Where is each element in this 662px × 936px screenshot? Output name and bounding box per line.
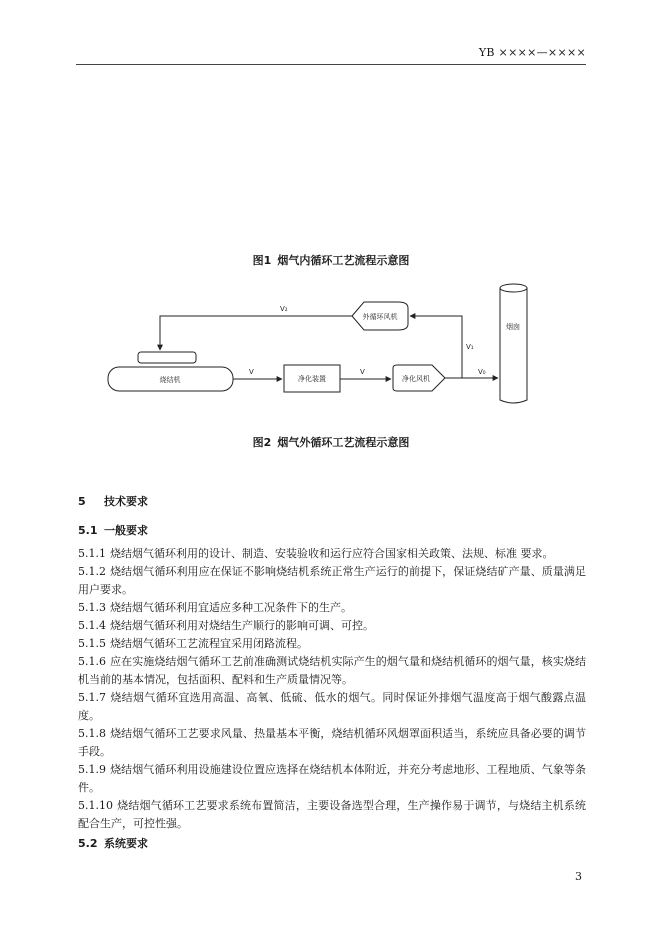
external-fan-label: 外循环风机	[362, 313, 398, 321]
section-5-2-title: 系统要求	[104, 837, 148, 850]
flow-diagram	[0, 270, 662, 420]
clause-5-1-9: 5.1.9 烧结烟气循环利用设施建设位置应选择在烧结机本体附近，并充分考虑地形、工程地质、气象等条件。	[78, 763, 586, 794]
section-5-1-clauses	[78, 545, 586, 833]
figure1-caption	[0, 252, 662, 268]
flow-label-v1: V₁	[466, 343, 474, 351]
figure2-caption	[0, 434, 662, 450]
clause-5-1-4: 5.1.4 烧结烟气循环利用对烧结生产顺行的影响可调、可控。	[78, 619, 374, 632]
sinter-hood	[138, 352, 196, 363]
clause-5-1-2: 5.1.2 烧结烟气循环利用应在保证不影响烧结机系统正常生产运行的前提下，保证烧结矿产量、质量满足用户要求。	[78, 565, 586, 596]
section-5-1-title: 一般要求	[104, 524, 148, 537]
flow-label-v0: V₀	[478, 368, 486, 376]
section-5-2-heading	[78, 835, 148, 851]
header-rule	[76, 64, 586, 65]
section-5-title: 技术要求	[104, 495, 148, 508]
header-code: YB ××××—××××	[478, 46, 586, 59]
chimney-top	[500, 284, 527, 292]
purifier-label: 净化装置	[298, 375, 326, 383]
page-number: 3	[575, 870, 582, 883]
figure1-number: 图1	[252, 254, 272, 267]
flow-label-v-2: V	[360, 368, 365, 376]
flow-label-v-1: V	[249, 368, 254, 376]
flow-label-v2: V₂	[280, 305, 288, 313]
figure2-title: 烟气外循环工艺流程示意图	[277, 436, 410, 449]
section-5-heading	[78, 493, 148, 509]
clause-5-1-5: 5.1.5 烧结烟气循环工艺流程宜采用闭路流程。	[78, 637, 308, 650]
chimney-label: 烟囱	[506, 323, 520, 331]
clause-5-1-8: 5.1.8 烧结烟气循环工艺要求风量、热量基本平衡，烧结机循环风烟罩面积适当，系统应具备必要的调节手段。	[78, 727, 586, 758]
chimney-node	[500, 285, 527, 403]
figure1-title: 烟气内循环工艺流程示意图	[277, 254, 410, 267]
section-5-number: 5	[78, 495, 86, 508]
clause-5-1-7: 5.1.7 烧结烟气循环宜选用高温、高氧、低硫、低水的烟气。同时保证外排烟气温度高于烟气酸露点温度。	[78, 691, 586, 722]
figure2-number: 图2	[252, 436, 272, 449]
section-5-1-number: 5.1	[78, 524, 98, 537]
flow-recirculation-to-sinter	[160, 316, 352, 350]
clause-5-1-3: 5.1.3 烧结烟气循环利用宜适应多种工况条件下的生产。	[78, 601, 352, 614]
section-5-1-heading	[78, 522, 148, 538]
section-5-2-number: 5.2	[78, 837, 98, 850]
purify-fan-label: 净化风机	[402, 375, 430, 383]
clause-5-1-10: 5.1.10 烧结烟气循环工艺要求系统布置简洁，主要设备选型合理，生产操作易于调节，与烧结主机系统配合生产，可控性强。	[78, 799, 586, 830]
clause-5-1-1: 5.1.1 烧结烟气循环利用的设计、制造、安装验收和运行应符合国家相关政策、法规、标准 要求。	[78, 547, 554, 560]
sinter-machine-label: 烧结机	[159, 376, 181, 384]
clause-5-1-6: 5.1.6 应在实施烧结烟气循环工艺前准确测试烧结机实际产生的烟气量和烧结机循环的烟气量，核实烧结机当前的基本情况，包括面积、配料和生产质量情况等。	[78, 655, 586, 686]
